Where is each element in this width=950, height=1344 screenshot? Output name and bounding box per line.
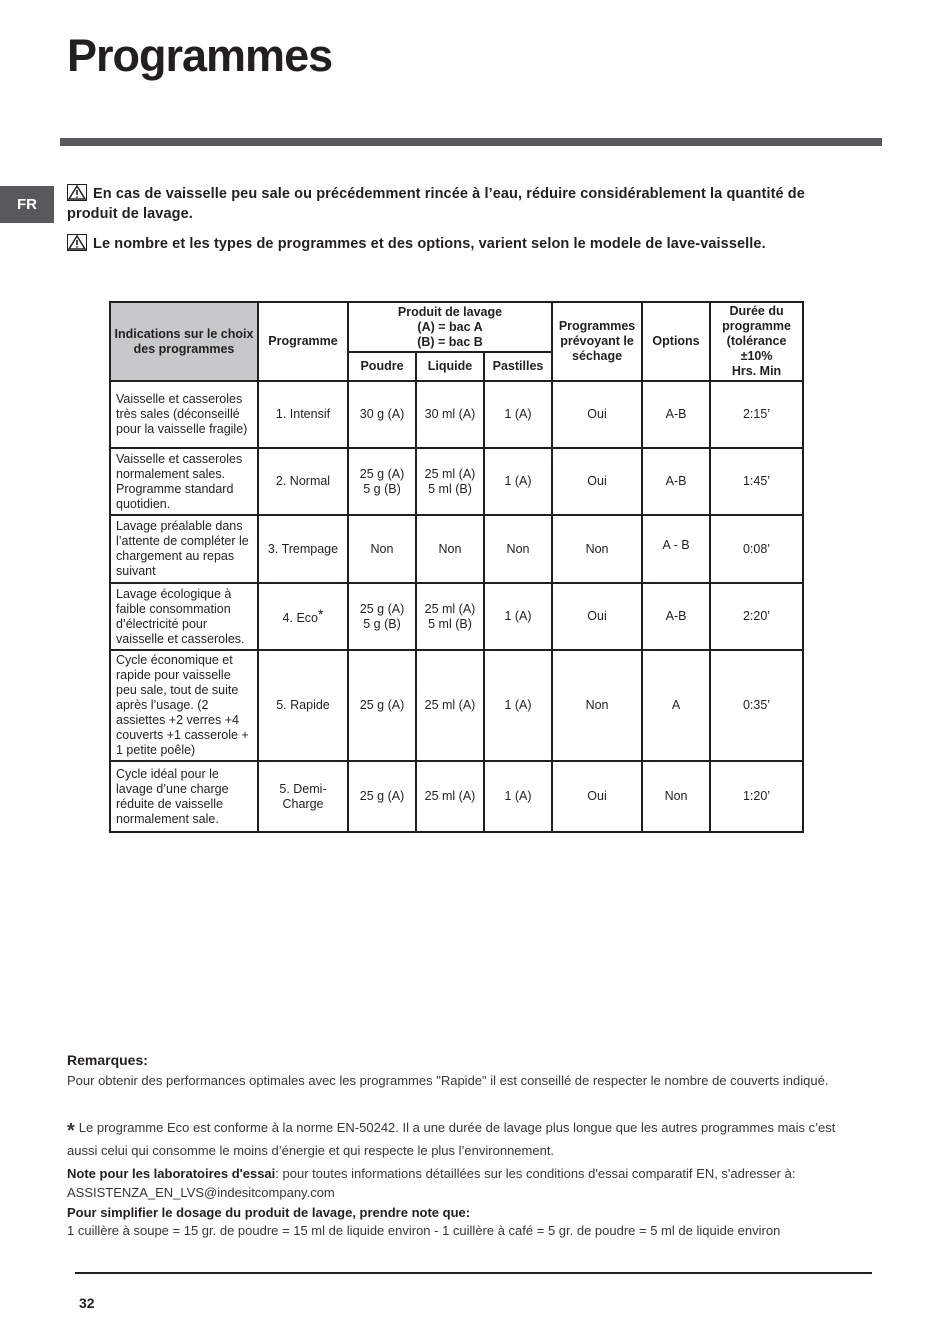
remark-laboratoires-text: : pour toutes informations détaillées sur les conditions d'essai comparatif EN, s'adresser à: ASSISTENZA_EN_LVS@indesitcompany.com [67, 1166, 796, 1200]
programmes-table [109, 301, 804, 833]
header-produit-bac-b: (B) = bac B [417, 334, 483, 349]
cell-options [642, 650, 710, 761]
header-sechage: Programmes prévoyant le séchage [552, 302, 642, 381]
cell-poudre [348, 381, 416, 448]
cell-pastilles [484, 515, 552, 583]
cell-description [110, 583, 258, 650]
header-indications: Indications sur le choix des programmes [110, 302, 258, 381]
cell-liquide-value: 25 ml (A) [424, 698, 476, 712]
cell-sechage [552, 583, 642, 650]
cell-options [642, 448, 710, 515]
cell-description [110, 381, 258, 448]
cell-poudre-value: 30 g (A) [359, 407, 405, 421]
cell-programme-value: 2. Normal [275, 474, 331, 488]
cell-description-value: Vaisselle et casseroles très sales (déconseillé pour la vaisselle fragile) [116, 392, 248, 436]
cell-pastilles [484, 650, 552, 761]
cell-options-value: A - B [662, 538, 690, 552]
warning-note-2 [67, 234, 847, 254]
cell-poudre [348, 515, 416, 583]
cell-duree [710, 650, 803, 761]
header-produit [348, 302, 552, 352]
header-produit-bac-a: (A) = bac A [417, 319, 483, 334]
header-duree-title: Durée du programme (tolérance ±10% [722, 304, 791, 363]
cell-pastilles-value: 1 (A) [504, 789, 532, 803]
cell-poudre [348, 448, 416, 515]
warning-text-2: Le nombre et les types de programmes et des options, varient selon le modele de lave-vaisselle. [93, 236, 766, 252]
cell-duree [710, 381, 803, 448]
table-row [110, 448, 803, 515]
remark-dosage: 1 cuillère à soupe = 15 gr. de poudre = 15 ml de liquide environ - 1 cuillère à café = 5 gr. de poudre = 5 ml de liquide environ [67, 1223, 781, 1238]
header-options: Options [642, 302, 710, 381]
cell-sechage [552, 515, 642, 583]
header-programme: Programme [258, 302, 348, 381]
cell-duree [710, 761, 803, 832]
cell-sechage [552, 761, 642, 832]
warning-triangle-icon [67, 184, 87, 201]
cell-description [110, 448, 258, 515]
cell-options [642, 583, 710, 650]
cell-sechage [552, 448, 642, 515]
warning-text-1: En cas de vaisselle peu sale ou précédemment rincée à l’eau, réduire considérablement la quantité de produit de lavage. [67, 186, 805, 222]
cell-options-value: A-B [665, 474, 687, 488]
remark-eco [67, 1118, 857, 1160]
cell-pastilles [484, 583, 552, 650]
cell-programme [258, 381, 348, 448]
remark-eco-text: Le programme Eco est conforme à la norme EN-50242. Il a une durée de lavage plus longue que les autres programmes mais c’est aussi celui qui consomme le moins d’énergie et qui respecte le plus l’environnement. [67, 1120, 836, 1158]
asterisk-mark: * [317, 606, 324, 622]
cell-programme [258, 448, 348, 515]
cell-liquide-value: 25 ml (A) [424, 789, 476, 803]
header-duree-unit: Hrs. Min [731, 364, 782, 378]
cell-liquide [416, 381, 484, 448]
cell-duree [710, 583, 803, 650]
cell-options [642, 381, 710, 448]
cell-sechage-value: Oui [587, 609, 607, 623]
cell-sechage-value: Oui [587, 407, 607, 421]
remark-laboratoires-label: Note pour les laboratoires d'essai [67, 1166, 276, 1181]
cell-description-value: Cycle économique et rapide pour vaisselle peu sale, tout de suite après l’usage. (2 assiettes +2 verres +4 couverts +1 casserole + 1 petite poêle) [116, 653, 249, 757]
cell-poudre-value: 25 g (A) [359, 466, 405, 481]
cell-programme [258, 515, 348, 583]
cell-liquide [416, 583, 484, 650]
header-liquide: Liquide [416, 352, 484, 381]
cell-poudre [348, 761, 416, 832]
cell-pastilles-value: 1 (A) [504, 474, 532, 488]
cell-description [110, 650, 258, 761]
cell-duree [710, 448, 803, 515]
cell-programme-value: 4. Eco [282, 611, 318, 625]
cell-poudre [348, 583, 416, 650]
cell-poudre-value: 5 g (B) [363, 481, 401, 496]
cell-pastilles [484, 761, 552, 832]
cell-pastilles-value: Non [506, 541, 530, 556]
cell-description-value: Vaisselle et casseroles normalement sales. Programme standard quotidien. [116, 451, 243, 511]
table-row [110, 761, 803, 832]
cell-sechage [552, 381, 642, 448]
header-duree [710, 302, 803, 381]
cell-poudre-value: 25 g (A) [359, 789, 405, 803]
language-tab: FR [0, 186, 54, 223]
cell-options-value: A [671, 698, 681, 712]
remark-laboratoires [67, 1164, 857, 1202]
cell-liquide-value: Non [438, 541, 462, 556]
cell-programme [258, 761, 348, 832]
cell-options-value: Non [664, 789, 688, 803]
cell-sechage-value: Oui [587, 474, 607, 488]
table-row [110, 381, 803, 448]
cell-duree-value: 1:20’ [742, 789, 771, 803]
cell-programme [258, 650, 348, 761]
cell-options [642, 515, 710, 583]
cell-liquide-value: 25 ml (A) [424, 466, 476, 481]
cell-description-value: Lavage préalable dans l’attente de compléter le chargement au repas suivant [116, 519, 249, 578]
warning-note-1 [67, 184, 847, 224]
cell-duree-value: 0:08’ [742, 541, 771, 556]
table-row [110, 650, 803, 761]
cell-poudre-value: 25 g (A) [359, 698, 405, 712]
cell-programme-value: 3. Trempage [267, 541, 339, 556]
cell-liquide [416, 761, 484, 832]
remark-dosage-title: Pour simplifier le dosage du produit de lavage, prendre note que: [67, 1205, 471, 1220]
cell-pastilles-value: 1 (A) [504, 698, 532, 712]
cell-sechage-value: Oui [587, 789, 607, 803]
cell-sechage-value: Non [585, 541, 609, 556]
cell-description-value: Lavage écologique à faible consommation d’électricité pour vaisselle et casseroles. [116, 586, 245, 646]
cell-duree [710, 515, 803, 583]
footer-rule [75, 1272, 872, 1274]
header-pastilles: Pastilles [484, 352, 552, 381]
cell-liquide [416, 515, 484, 583]
cell-duree-value: 2:20’ [742, 609, 771, 623]
cell-options-value: A-B [665, 609, 687, 623]
warning-triangle-icon [67, 234, 87, 251]
cell-duree-value: 0:35’ [742, 698, 771, 712]
cell-programme-value: 1. Intensif [275, 407, 331, 421]
cell-poudre-value: 25 g (A) [359, 601, 405, 616]
cell-sechage [552, 650, 642, 761]
cell-duree-value: 1:45’ [742, 474, 771, 488]
cell-pastilles [484, 448, 552, 515]
cell-liquide [416, 650, 484, 761]
cell-description [110, 515, 258, 583]
cell-liquide-value: 5 ml (B) [428, 481, 472, 496]
cell-pastilles [484, 381, 552, 448]
cell-pastilles-value: 1 (A) [504, 609, 532, 623]
table-row [110, 515, 803, 583]
cell-duree-value: 2:15’ [742, 407, 771, 421]
remark-rapide: Pour obtenir des performances optimales avec les programmes "Rapide" il est conseillé de respecter le nombre de couverts indiqué. [67, 1073, 829, 1088]
cell-liquide-value: 30 ml (A) [424, 407, 476, 421]
remarks-title: Remarques: [67, 1052, 148, 1068]
cell-description [110, 761, 258, 832]
cell-programme-value: 5. Demi-Charge [279, 781, 327, 811]
table-row [110, 583, 803, 650]
cell-description-value: Cycle idéal pour le lavage d’une charge réduite de vaisselle normalement sale. [116, 766, 229, 826]
cell-sechage-value: Non [585, 698, 609, 712]
page-number: 32 [79, 1295, 95, 1311]
cell-options-value: A-B [665, 407, 687, 421]
cell-programme-value: 5. Rapide [276, 698, 330, 712]
cell-liquide-value: 5 ml (B) [428, 616, 472, 631]
cell-programme [258, 583, 348, 650]
cell-liquide [416, 448, 484, 515]
header-rule [60, 138, 882, 146]
cell-options [642, 761, 710, 832]
cell-poudre-value: Non [370, 541, 394, 556]
cell-poudre-value: 5 g (B) [363, 616, 401, 631]
cell-liquide-value: 25 ml (A) [424, 601, 476, 616]
cell-poudre [348, 650, 416, 761]
header-produit-title: Produit de lavage [397, 304, 503, 319]
page-title: Programmes [67, 30, 333, 81]
asterisk-mark: * [67, 1120, 75, 1142]
cell-pastilles-value: 1 (A) [504, 407, 532, 421]
header-poudre: Poudre [348, 352, 416, 381]
